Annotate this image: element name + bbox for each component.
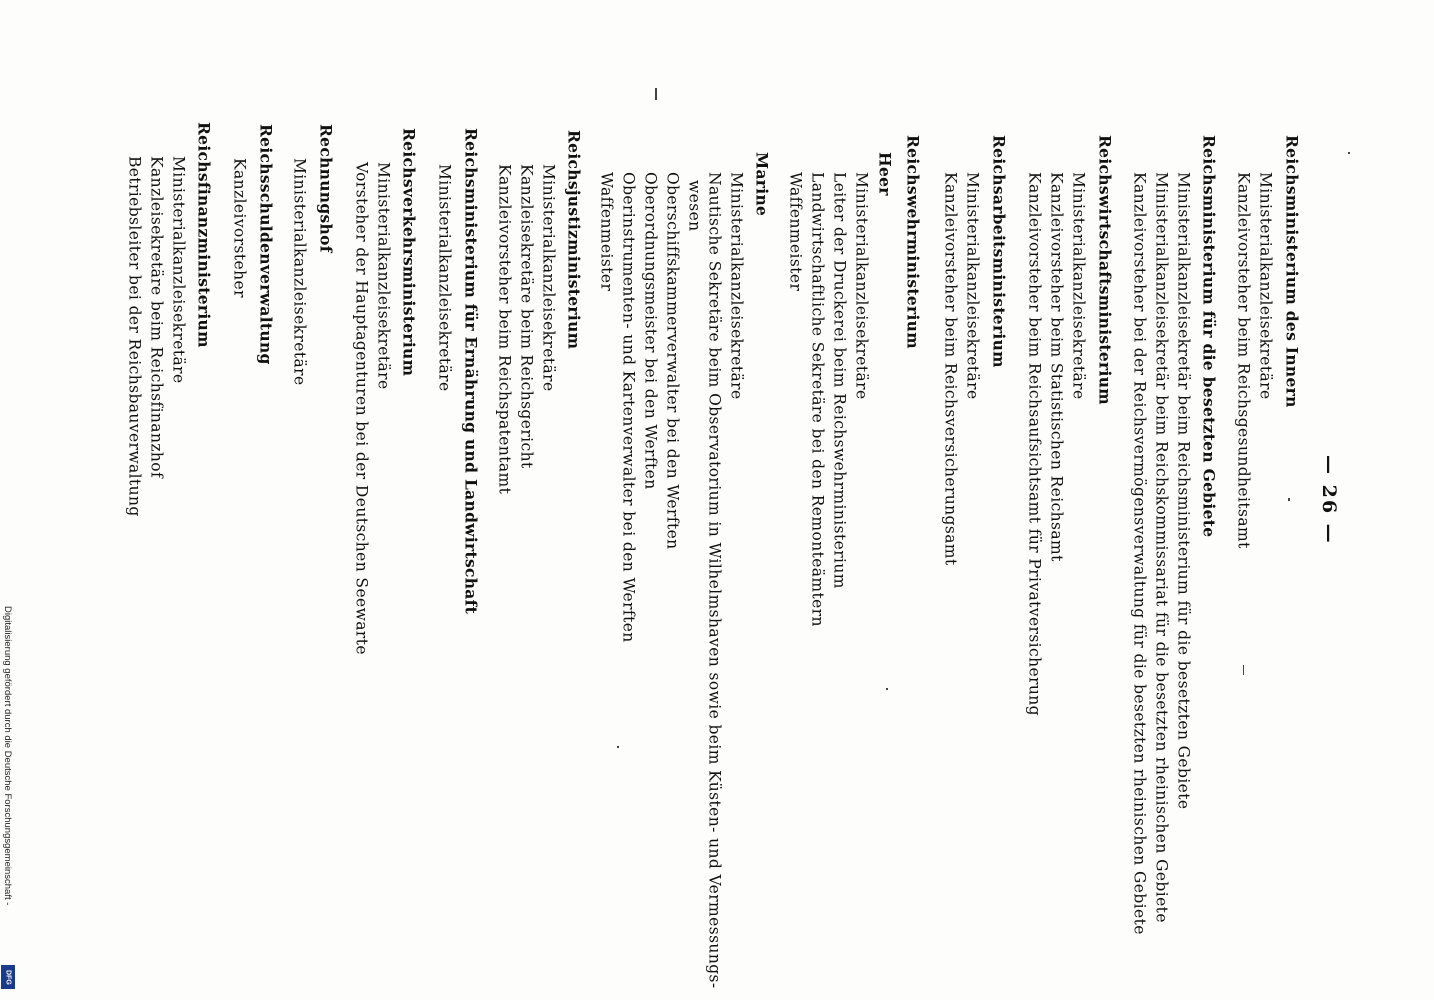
section-heading: Reichsverkehrsministerium [399, 128, 419, 377]
section-heading: Reichswirtschaftsministerium [1095, 135, 1115, 405]
scan-mark [886, 688, 888, 690]
list-item: Oberordnungsmeister bei den Werften [641, 172, 660, 490]
scan-mark [1243, 665, 1244, 675]
list-item: Ministerialkanzleisekretär beim Reichskommissariat für die besetzten rheinischen Gebiete [1152, 172, 1171, 923]
list-item: Ministerialkanzleisekretäre [852, 172, 871, 400]
list-item: Kanzleivorsteher [230, 158, 249, 298]
section-heading: Reichswehrministerium [903, 135, 923, 349]
list-item: Kanzleivorsteher beim Reichspatentamt [495, 164, 514, 495]
list-item: Ministerialkanzleisekretäre [963, 172, 982, 400]
page-number: — 26 — [1318, 455, 1340, 545]
list-item: Betriebsleiter bei der Reichsbauverwaltung [125, 156, 144, 517]
list-item: Kanzleivorsteher beim Reichsversicherungsamt [941, 172, 960, 566]
list-item: Waffenmeister [786, 172, 805, 292]
scan-mark [1348, 152, 1350, 154]
section-heading: Heer [875, 152, 895, 196]
section-heading: Reichsministerium für die besetzten Gebiete [1199, 135, 1219, 538]
list-item: Ministerialkanzleisekretäre [374, 162, 393, 390]
list-item: Waffenmeister [597, 172, 616, 292]
list-item: Kanzleisekretäre beim Reichsgericht [517, 164, 536, 469]
list-item: Kanzleivorsteher bei der Reichsvermögensverwaltung für die besetzten rheinischen Gebiete [1130, 172, 1149, 935]
list-item: Kanzleisekretäre beim Reichsfinanzhof [147, 156, 166, 479]
list-item: Ministerialkanzleisekretäre [290, 158, 309, 386]
dfg-logo [1, 965, 15, 989]
dfg-logo-text: DFG [4, 969, 12, 985]
scan-mark [1288, 498, 1290, 501]
section-heading: Reichsministerium des Innern [1282, 135, 1302, 408]
list-item: wesen [685, 180, 704, 232]
list-item: Ministerialkanzleisekretär beim Reichsministerium für die besetzten Gebiete [1174, 172, 1193, 810]
list-item: Kanzleivorsteher beim Statistischen Reichsamt [1047, 172, 1066, 562]
digitization-credit: Digitalisierung gefördert durch die Deutsche Forschungsgemeinschaft - [2, 606, 13, 906]
list-item: Oberschiffskammerverwalter bei den Werften [663, 172, 682, 550]
list-item: Kanzleivorsteher beim Reichsaufsichtsamt für Privatversicherung [1025, 172, 1044, 716]
list-item: Ministerialkanzleisekretäre [539, 164, 558, 392]
section-heading: Reichsministerium für Ernährung und Landwirtschaft [461, 128, 481, 615]
scan-mark [655, 88, 657, 100]
list-item: Ministerialkanzleisekretäre [1256, 172, 1275, 400]
list-item: Ministerialkanzleisekretäre [727, 172, 746, 400]
section-heading: Reichsarbeitsministerium [989, 135, 1009, 368]
list-item: Ministerialkanzleisekretäre [1069, 172, 1088, 400]
section-heading: Reichsjustizministerium [564, 130, 584, 350]
list-item: Kanzleivorsteher beim Reichsgesundheitsamt [1234, 172, 1253, 549]
list-item: Landwirtschaftliche Sekretäre bei den Remonteämtern [808, 172, 827, 627]
section-heading: Marine [752, 152, 772, 217]
section-heading: Rechnungshof [316, 124, 336, 253]
list-item: Ministerialkanzleisekretäre [169, 156, 188, 384]
section-heading: Reichsfinanzministerium [194, 122, 214, 348]
list-item: Oberinstrumenten- und Kartenverwalter bei den Werften [619, 172, 638, 643]
list-item: Nautische Sekretäre beim Observatorium in Wilhelmshaven sowie beim Küsten- und Vermessungs- [705, 172, 724, 989]
scan-mark [617, 746, 619, 748]
list-item: Vorsteher der Hauptagenturen bei der Deutschen Seewarte [352, 162, 371, 655]
section-heading: Reichsschuldenverwaltung [256, 124, 276, 365]
list-item: Leiter der Druckerei beim Reichswehrministerium [830, 172, 849, 589]
list-item: Ministerialkanzleisekretäre [435, 164, 454, 392]
